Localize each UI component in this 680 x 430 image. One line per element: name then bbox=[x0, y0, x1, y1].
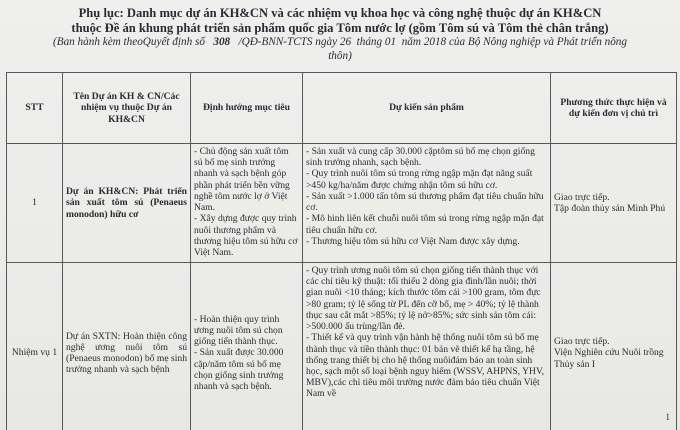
decision-month: 01 bbox=[384, 36, 397, 48]
decision-number: 308 bbox=[213, 36, 231, 48]
product-item: - Quy trình nuôi tôm sú trong rừng ngập mặn đạt năng suất >450 kg/ha/năm được chứng nhận tôm sú hữu cơ. bbox=[306, 168, 533, 191]
issuer-line-2: thôn) bbox=[328, 50, 352, 62]
table-row bbox=[7, 144, 677, 263]
product-item: - Quy trình ương nuôi tôm sú chọn giống tiến thành thục với các chỉ tiêu kỹ thuật: tối thiểu 2 dòng gia đình/lần nuôi; thời gian nuôi <10 tháng; kích thước tôm cái >100 gram, tôm đực >80 gram; tỷ lệ sống từ PL đến cỡ bố, mẹ > 40%; tỷ lệ thành thục sau cắt mắt >85%; tỷ lệ nở>85%; sức sinh sản tôm cái: >500.000 ấu trùng/lần đẻ. bbox=[306, 265, 541, 333]
header-products: Dự kiến sản phẩm bbox=[303, 73, 551, 144]
decision-code: /QĐ-BNN-TCTS bbox=[238, 36, 313, 48]
product-item: - Thương hiệu tôm sú hữu cơ Việt Nam được xây dựng. bbox=[306, 235, 520, 247]
row-orientation bbox=[191, 144, 303, 263]
method-item: Tập đoàn thủy sản Minh Phú bbox=[554, 203, 666, 214]
decision-line bbox=[0, 36, 680, 48]
orientation-item: - Chủ động sản xuất tôm sú bố mẹ sinh trưởng nhanh và sạch bệnh góp phần phát triển bền vững nghề tôm nước lợ ở Việt Nam. bbox=[194, 146, 290, 214]
method-item: Viện Nghiên cứu Nuôi trồng Thủy sản I bbox=[554, 347, 664, 370]
row-products bbox=[303, 144, 551, 263]
product-item: - Mô hình liên kết chuỗi nuôi tôm sú trong rừng ngập mặn đạt tiêu chuẩn hữu cơ. bbox=[306, 213, 544, 236]
table-row bbox=[7, 263, 677, 430]
row-orientation bbox=[191, 263, 303, 430]
row-products bbox=[303, 263, 551, 430]
method-item: Giao trực tiếp. bbox=[554, 191, 610, 203]
header-stt: STT bbox=[7, 73, 63, 144]
decision-prefix: (Ban hành kèm theoQuyết định số bbox=[53, 36, 205, 48]
row-method bbox=[551, 144, 677, 263]
decision-year: 2018 bbox=[423, 36, 447, 48]
table-header-row bbox=[7, 73, 677, 144]
row-stt: 1 bbox=[7, 144, 63, 263]
row-project-name: Dự án KH&CN: Phát triển sản xuất tôm sú (Penaeus monodon) hữu cơ bbox=[63, 144, 191, 263]
product-item: - Thiết kế và quy trình vận hành hệ thống nuôi tôm sú bố mẹ thành thục và tiền thành thục: 01 bản vẽ thiết kế hạ tầng, hệ thống trang thiết bị cho hệ thống nuôiđảm bảo an toàn sinh học, sạch một số loại bệnh nguy hiểm (WSSV, AHPNS, YHV, MBV),các chỉ tiêu môi trường nước đảm bảo tiêu chuẩn Việt Nam về bbox=[306, 332, 545, 400]
header-orientation: Định hướng mục tiêu bbox=[191, 73, 303, 144]
orientation-item: - Sản xuất được 30.000 cặp/năm tôm sú bố mẹ chọn giống sinh trưởng nhanh và sạch bệnh. bbox=[194, 347, 284, 393]
orientation-item: - Hoàn thiện quy trình ương nuôi tôm sú chọn giống tiến thành thục. bbox=[194, 313, 283, 348]
page-number: 1 bbox=[665, 412, 670, 422]
title-line-2: thuộc Đề án khung phát triển sản phẩm quốc gia Tôm nước lợ (gồm Tôm sú và Tôm thẻ chân trắng) bbox=[71, 21, 609, 35]
decision-day: 26 bbox=[339, 36, 352, 48]
row-stt: Nhiệm vụ 1 bbox=[7, 263, 63, 430]
row-project-name: Dự án SXTN: Hoàn thiện công nghệ ương nuôi tôm sú (Penaeus monodon) bố mẹ sinh trưởng nhanh và sạch bệnh bbox=[63, 263, 191, 430]
date-prefix: ngày bbox=[315, 36, 338, 48]
method-item: Giao trực tiếp. bbox=[554, 336, 610, 348]
issuer: của Bộ Nông nghiệp và Phát triển nông bbox=[448, 36, 627, 48]
project-table bbox=[6, 72, 677, 430]
row-method bbox=[551, 263, 677, 430]
header-project-name: Tên Dự án KH & CN/Các nhiệm vụ thuộc Dự án KH&CN bbox=[63, 73, 191, 144]
month-label: tháng bbox=[356, 36, 383, 48]
title-line-1: Phụ lục: Danh mục dự án KH&CN và các nhiệm vụ khoa học và công nghệ thuộc dự án KH&CN bbox=[78, 6, 602, 20]
product-item: - Sản xuất và cung cấp 30.000 cặptôm sú bố mẹ chọn giống sinh trưởng nhanh, sạch bệnh. bbox=[306, 146, 535, 169]
year-label: năm bbox=[401, 36, 421, 48]
header-method: Phương thức thực hiện và dự kiến đơn vị chủ trì bbox=[551, 73, 677, 144]
orientation-item: - Xây dựng được quy trình nuôi thương phẩm và thương hiệu tôm sú hữu cơ Việt Nam. bbox=[194, 213, 298, 258]
product-item: - Sản xuất >1.000 tấn tôm sú thương phẩm đạt tiêu chuẩn hữu cơ. bbox=[306, 190, 544, 214]
